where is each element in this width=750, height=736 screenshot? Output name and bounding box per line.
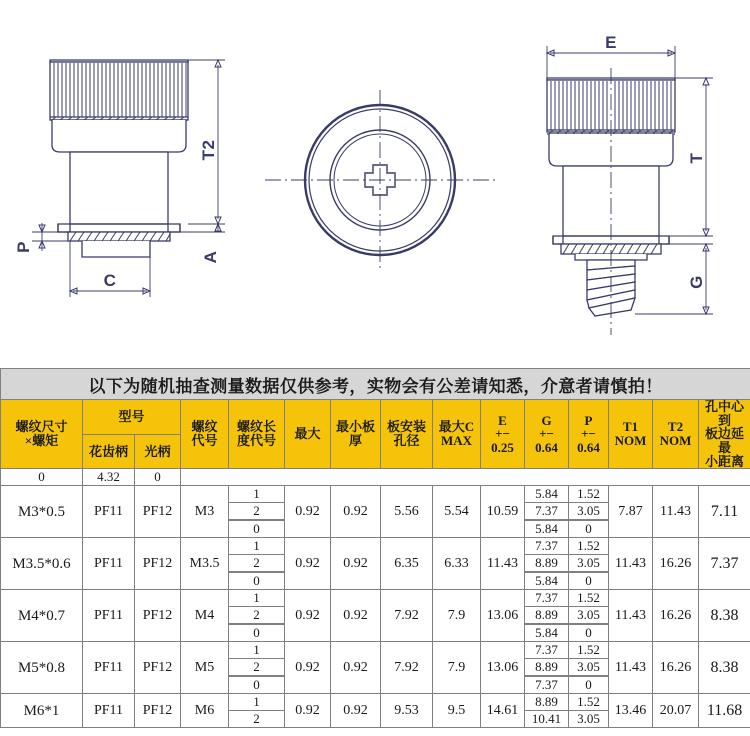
header-g-line2: +− — [539, 426, 554, 442]
cell-p: 1.52 — [569, 538, 609, 555]
cell-max: 0.92 — [285, 486, 331, 538]
header-p — [569, 400, 609, 469]
cell-g: 5.84 — [525, 520, 569, 538]
cell-thread-size: M4*0.7 — [1, 590, 83, 642]
header-thread-code-line2: 代号 — [191, 433, 218, 449]
header-edge-distance-line2: 板边延最 — [705, 426, 745, 455]
cell-length-code: 2 — [229, 607, 285, 625]
cell-thread-code: M4 — [181, 590, 229, 642]
cell-g: 8.89 — [525, 694, 569, 711]
cell-t1: 11.43 — [609, 642, 653, 694]
table-body — [1, 469, 750, 728]
header-edge-distance-line3: 小距离 — [705, 453, 745, 469]
cell-max: 0.92 — [285, 538, 331, 590]
cell-t2: 20.07 — [653, 694, 699, 728]
cell-min-plate-thickness: 0.92 — [331, 486, 381, 538]
cell-edge-distance: 7.11 — [699, 486, 750, 538]
cell-edge-distance: 7.37 — [699, 538, 750, 590]
cell-min-plate-thickness: 0.92 — [331, 538, 381, 590]
specification-table — [0, 368, 750, 728]
cell-model-smooth: PF12 — [135, 642, 181, 694]
header-e — [481, 400, 525, 469]
cell-p: 3.05 — [569, 503, 609, 521]
dimension-label-A: A — [201, 250, 220, 264]
cell-p: 0 — [135, 469, 181, 486]
cell-t1: 13.46 — [609, 694, 653, 728]
cell-length-code: 1 — [229, 486, 285, 503]
cell-length-code: 2 — [229, 503, 285, 521]
header-plate-hole-dia-line2: 孔径 — [393, 433, 420, 449]
header-thread-length-code — [229, 400, 285, 469]
cell-min-plate-thickness: 0.92 — [331, 642, 381, 694]
cell-thread-size: M3*0.5 — [1, 486, 83, 538]
cell-p: 3.05 — [569, 607, 609, 625]
header-thread-size-line2: ×螺矩 — [24, 433, 59, 449]
header-min-plate-thickness-line1: 最小板 — [335, 419, 375, 435]
cell-e: 11.43 — [481, 538, 525, 590]
header-t2-line2: NOM — [659, 433, 692, 449]
cell-max-c: 5.54 — [433, 486, 481, 538]
header-thread-size — [1, 400, 83, 469]
cell-model-knurled: PF11 — [83, 642, 135, 694]
header-e-line3: 0.25 — [491, 439, 514, 455]
cell-length-code: 1 — [229, 590, 285, 607]
cell-thread-code: M3.5 — [181, 538, 229, 590]
cell-t2: 16.26 — [653, 642, 699, 694]
top-view-drawing — [260, 85, 500, 275]
header-plate-hole-dia-line1: 板安装 — [386, 419, 426, 435]
cell-e: 10.59 — [481, 486, 525, 538]
cell-p: 0 — [569, 572, 609, 590]
cell-thread-size: M5*0.8 — [1, 642, 83, 694]
table-row — [1, 469, 750, 486]
table-header-row-1 — [1, 400, 750, 435]
cell-g: 8.89 — [525, 555, 569, 573]
cell-edge-distance: 8.38 — [699, 642, 750, 694]
cell-thread-code: M6 — [181, 694, 229, 728]
header-p-line1: P — [584, 412, 593, 428]
header-g-line1: G — [541, 412, 552, 428]
header-min-plate-thickness-line2: 厚 — [348, 433, 362, 449]
header-min-plate-thickness — [331, 400, 381, 469]
table-banner-row — [1, 369, 750, 400]
dimension-A — [180, 224, 225, 263]
left-side-view-drawing — [10, 25, 260, 335]
cell-e: 13.06 — [481, 590, 525, 642]
cell-model-smooth: PF12 — [135, 694, 181, 728]
cell-edge-distance: 8.38 — [699, 590, 750, 642]
header-thread-length-code-line1: 螺纹长 — [236, 419, 276, 435]
header-thread-size-line1: 螺纹尺寸 — [15, 419, 68, 435]
cell-length-code: 1 — [229, 538, 285, 555]
cell-thread-code: M3 — [181, 486, 229, 538]
header-e-line2: +− — [495, 426, 510, 442]
dimension-label-G: G — [687, 275, 706, 289]
cell-thread-code: M5 — [181, 642, 229, 694]
header-thread-code-line1: 螺纹 — [191, 419, 218, 435]
header-thread-code — [181, 400, 229, 469]
dimension-T2 — [188, 60, 225, 224]
cell-plate-hole-dia: 7.92 — [381, 642, 433, 694]
cell-max: 0.92 — [285, 642, 331, 694]
cell-min-plate-thickness: 0.92 — [331, 590, 381, 642]
cell-t2: 16.26 — [653, 538, 699, 590]
table-row — [1, 590, 750, 607]
header-max-c-line2: MAX — [440, 433, 473, 449]
cell-length-code: 0 — [229, 520, 285, 538]
cell-model-smooth: PF12 — [135, 590, 181, 642]
cell-model-knurled: PF11 — [83, 486, 135, 538]
header-max-c — [433, 400, 481, 469]
dimension-label-T2: T2 — [199, 139, 218, 161]
cell-max: 0.92 — [285, 694, 331, 728]
table-row — [1, 486, 750, 503]
cell-model-smooth: PF12 — [135, 486, 181, 538]
cell-p: 0 — [569, 624, 609, 642]
cell-g: 7.37 — [525, 538, 569, 555]
cell-length-code: 0 — [229, 676, 285, 694]
header-edge-distance — [699, 400, 750, 469]
cell-p: 3.05 — [569, 659, 609, 677]
center-lines — [265, 90, 495, 270]
cell-length-code: 2 — [229, 659, 285, 677]
header-t2-line1: T2 — [667, 419, 684, 435]
cell-g: 7.37 — [525, 503, 569, 521]
cell-max-c: 7.9 — [433, 590, 481, 642]
header-p-line3: 0.64 — [577, 439, 600, 455]
dimension-label-E: E — [605, 33, 617, 52]
header-max: 最大 — [285, 400, 331, 469]
cell-g: 8.89 — [525, 659, 569, 677]
header-model-knurled: 花齿柄 — [83, 434, 135, 469]
cell-t1: 11.43 — [609, 590, 653, 642]
cell-g: 7.37 — [525, 676, 569, 694]
cell-model-knurled: PF11 — [83, 590, 135, 642]
cell-min-plate-thickness: 0.92 — [331, 694, 381, 728]
cell-plate-hole-dia: 6.35 — [381, 538, 433, 590]
cell-e: 13.06 — [481, 642, 525, 694]
cell-p: 1.52 — [569, 694, 609, 711]
header-max-c-line1: 最大C — [438, 419, 475, 435]
cell-thread-size: M6*1 — [1, 694, 83, 728]
cell-t2: 11.43 — [653, 486, 699, 538]
dimension-label-T: T — [687, 152, 706, 164]
cell-length-code: 1 — [229, 694, 285, 711]
cell-length-code: 0 — [1, 469, 83, 486]
cell-p: 3.05 — [569, 555, 609, 573]
cell-plate-hole-dia: 9.53 — [381, 694, 433, 728]
cell-p: 3.05 — [569, 711, 609, 728]
header-t1-line1: T1 — [622, 419, 639, 435]
header-model: 型号 — [83, 400, 181, 435]
cell-model-knurled: PF11 — [83, 694, 135, 728]
header-g-line3: 0.64 — [535, 439, 558, 455]
cell-e: 14.61 — [481, 694, 525, 728]
header-p-line2: +− — [581, 426, 596, 442]
cell-model-knurled: PF11 — [83, 538, 135, 590]
cell-length-code: 1 — [229, 642, 285, 659]
cell-max: 0.92 — [285, 590, 331, 642]
cell-g: 4.32 — [83, 469, 135, 486]
cell-max-c: 9.5 — [433, 694, 481, 728]
cell-g: 7.37 — [525, 590, 569, 607]
cell-g: 10.41 — [525, 711, 569, 728]
header-t2 — [653, 400, 699, 469]
header-plate-hole-dia — [381, 400, 433, 469]
header-model-smooth: 光柄 — [135, 434, 181, 469]
cell-g: 5.84 — [525, 486, 569, 503]
cell-plate-hole-dia: 5.56 — [381, 486, 433, 538]
cell-g: 7.37 — [525, 642, 569, 659]
cell-g: 5.84 — [525, 572, 569, 590]
header-thread-length-code-line2: 度代号 — [236, 433, 276, 449]
table-row — [1, 642, 750, 659]
dimension-label-C: C — [103, 271, 117, 290]
cell-p: 1.52 — [569, 486, 609, 503]
cell-model-smooth: PF12 — [135, 538, 181, 590]
cell-length-code: 0 — [229, 624, 285, 642]
table-row — [1, 538, 750, 555]
cell-length-code: 0 — [229, 572, 285, 590]
table-banner-text: 以下为随机抽查测量数据仅供参考，实物会有公差请知悉，介意者请慎拍！ — [1, 369, 750, 400]
header-g — [525, 400, 569, 469]
cell-p: 0 — [569, 676, 609, 694]
dimension-label-P: P — [14, 241, 33, 253]
specification-table-panel — [0, 368, 750, 736]
cell-p: 1.52 — [569, 642, 609, 659]
cell-p: 1.52 — [569, 590, 609, 607]
cell-g: 8.89 — [525, 607, 569, 625]
cell-t2: 16.26 — [653, 590, 699, 642]
cell-t1: 11.43 — [609, 538, 653, 590]
header-edge-distance-line1: 孔中心到 — [705, 399, 745, 428]
cell-length-code: 2 — [229, 555, 285, 573]
cell-g: 5.84 — [525, 624, 569, 642]
cell-p: 0 — [569, 520, 609, 538]
cell-max-c: 7.9 — [433, 642, 481, 694]
cell-thread-size: M3.5*0.6 — [1, 538, 83, 590]
cell-t1: 7.87 — [609, 486, 653, 538]
cell-length-code: 2 — [229, 711, 285, 728]
cell-edge-distance: 11.68 — [699, 694, 750, 728]
table-row — [1, 694, 750, 711]
header-e-line1: E — [498, 412, 507, 428]
header-t1 — [609, 400, 653, 469]
cell-max-c: 6.33 — [433, 538, 481, 590]
header-t1-line2: NOM — [614, 433, 647, 449]
right-side-view-drawing — [505, 20, 750, 350]
cell-plate-hole-dia: 7.92 — [381, 590, 433, 642]
